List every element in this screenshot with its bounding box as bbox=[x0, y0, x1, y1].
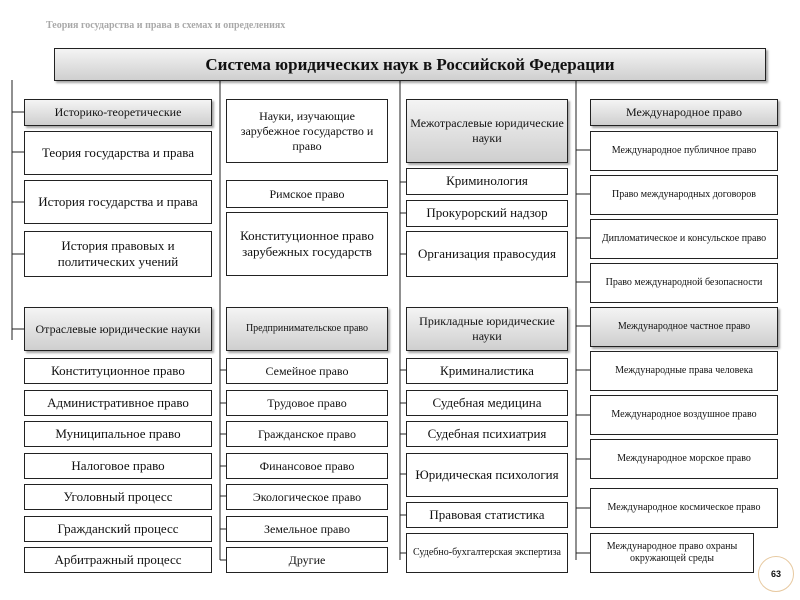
col2-top-item: Конституционное право зарубежных государств bbox=[226, 212, 388, 276]
col3-bottom-item: Судебная медицина bbox=[406, 390, 568, 416]
diagram-title: Система юридических наук в Российской Федерации bbox=[54, 48, 766, 81]
col1-top-item: История государства и права bbox=[24, 180, 212, 224]
col3-top-header: Межотраслевые юридические науки bbox=[406, 99, 568, 163]
col3-bottom-item: Судебная психиатрия bbox=[406, 421, 568, 447]
col2-bottom-item: Семейное право bbox=[226, 358, 388, 384]
col4-bottom-item: Международное право охраны окружающей среды bbox=[590, 533, 754, 573]
col3-top-item: Организация правосудия bbox=[406, 231, 568, 277]
col4-bottom-header: Международное частное право bbox=[590, 307, 778, 347]
col3-bottom-item: Правовая статистика bbox=[406, 502, 568, 528]
col4-top-item: Право международной безопасности bbox=[590, 263, 778, 303]
col1-bottom-item: Гражданский процесс bbox=[24, 516, 212, 542]
col4-bottom-item: Международное воздушное право bbox=[590, 395, 778, 435]
col2-bottom-item: Гражданское право bbox=[226, 421, 388, 447]
col3-top-item: Прокурорский надзор bbox=[406, 200, 568, 227]
col1-bottom-header: Отраслевые юридические науки bbox=[24, 307, 212, 351]
col1-bottom-item: Муниципальное право bbox=[24, 421, 212, 447]
col3-bottom-item: Судебно-бухгалтерская экспертиза bbox=[406, 533, 568, 573]
col1-top-item: Теория государства и права bbox=[24, 131, 212, 175]
col2-bottom-item: Экологическое право bbox=[226, 484, 388, 510]
col3-bottom-item: Криминалистика bbox=[406, 358, 568, 384]
col2-bottom-item: Финансовое право bbox=[226, 453, 388, 479]
col3-bottom-header: Прикладные юридические науки bbox=[406, 307, 568, 351]
col2-top-item: Римское право bbox=[226, 180, 388, 208]
col1-bottom-item: Уголовный процесс bbox=[24, 484, 212, 510]
col1-top-item: История правовых и политических учений bbox=[24, 231, 212, 277]
col4-bottom-item: Международные права человека bbox=[590, 351, 778, 391]
col4-top-item: Право международных договоров bbox=[590, 175, 778, 215]
col2-bottom-item: Земельное право bbox=[226, 516, 388, 542]
col1-bottom-item: Арбитражный процесс bbox=[24, 547, 212, 573]
col2-bottom-header: Предпринимательское право bbox=[226, 307, 388, 351]
document-header: Теория государства и права в схемах и определениях bbox=[46, 20, 286, 31]
col2-bottom-item: Трудовое право bbox=[226, 390, 388, 416]
col1-bottom-item: Конституционное право bbox=[24, 358, 212, 384]
col4-top-item: Международное публичное право bbox=[590, 131, 778, 171]
col1-top-header: Историко-теоретические bbox=[24, 99, 212, 126]
col3-top-item: Криминология bbox=[406, 168, 568, 195]
col4-top-header: Международное право bbox=[590, 99, 778, 126]
page-number-badge: 63 bbox=[758, 556, 794, 592]
col4-bottom-item: Международное космическое право bbox=[590, 488, 778, 528]
col3-bottom-item: Юридическая психология bbox=[406, 453, 568, 497]
col4-top-item: Дипломатическое и консульское право bbox=[590, 219, 778, 259]
col2-bottom-item: Другие bbox=[226, 547, 388, 573]
col1-bottom-item: Административное право bbox=[24, 390, 212, 416]
col4-bottom-item: Международное морское право bbox=[590, 439, 778, 479]
col1-bottom-item: Налоговое право bbox=[24, 453, 212, 479]
col2-top-header: Науки, изучающие зарубежное государство и право bbox=[226, 99, 388, 163]
